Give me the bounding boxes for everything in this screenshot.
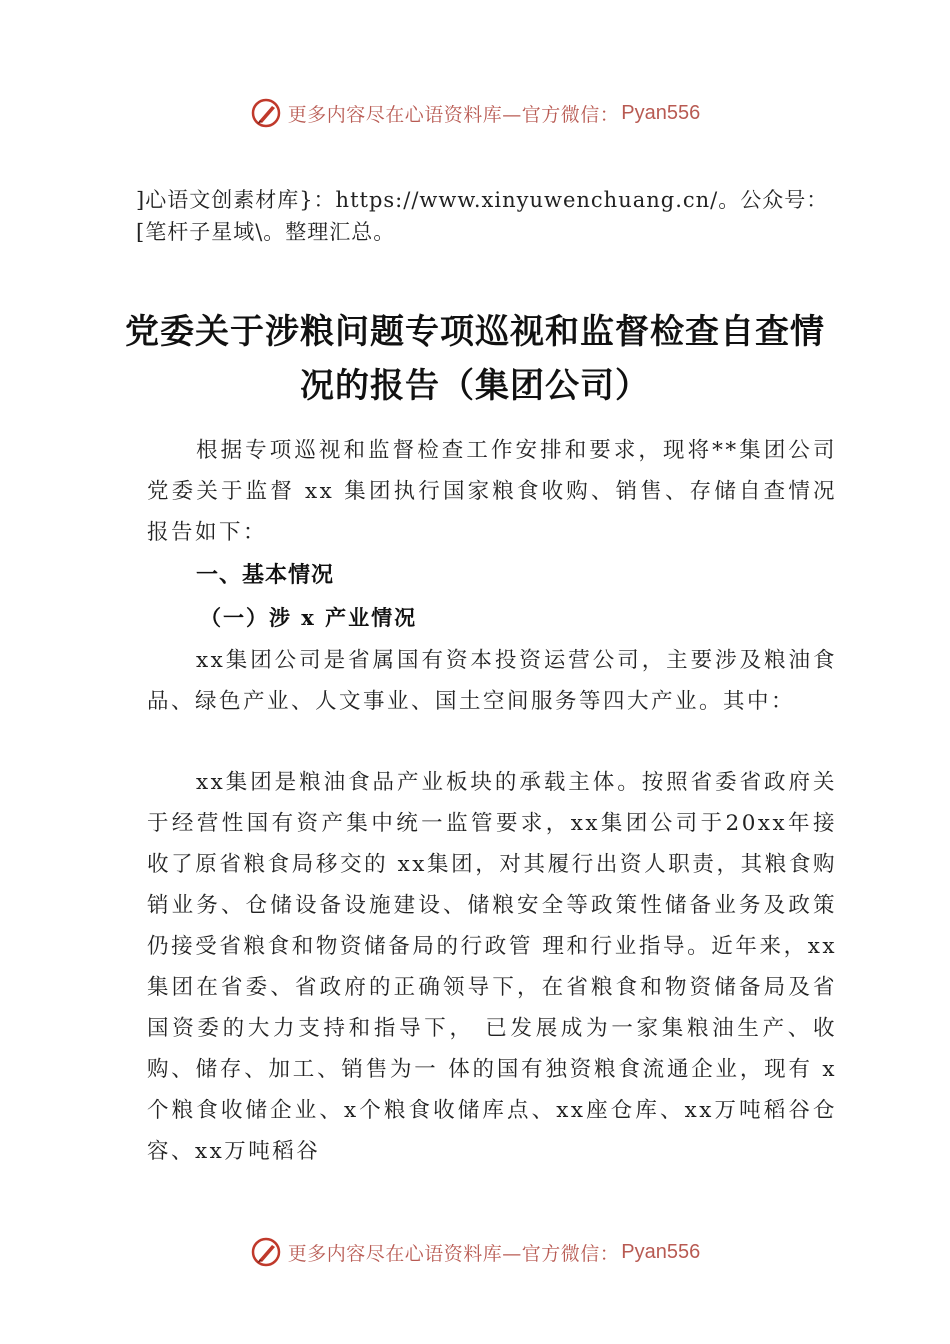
subsection-heading-industry: （一）涉 x 产业情况: [200, 605, 418, 630]
banner-text: 更多内容尽在心语资料库—官方微信：: [287, 1242, 620, 1265]
footer-watermark-banner: [0, 1232, 950, 1272]
quill-pen-logo-icon: [250, 1236, 282, 1268]
section-heading-basic-situation: 一、基本情况: [196, 563, 335, 588]
banner-wechat-id: Pyan556: [621, 1240, 701, 1263]
quill-pen-logo-icon: [250, 97, 282, 129]
intro-paragraph: 根据专项巡视和监督检查工作安排和要求，现将**集团公司党委关于监督 xx 集团执行国家粮食收购、销售、存储自查情况报告如下：: [147, 438, 837, 545]
banner-text: 更多内容尽在心语资料库—官方微信：: [287, 103, 620, 126]
banner-wechat-id: Pyan556: [621, 101, 701, 124]
paragraph-group-overview: xx集团公司是省属国有资本投资运营公司，主要涉及粮油食品、绿色产业、人文事业、国土空间服务等四大产业。其中：: [147, 648, 837, 714]
source-note: ]心语文创素材库}：https://www.xinyuwenchuang.cn/。公众号：[笔杆子星域\。整理汇总。: [136, 188, 829, 244]
header-watermark-banner: [0, 93, 950, 133]
paragraph-grain-group: xx集团是粮油食品产业板块的承载主体。按照省委省政府关于经营性国有资产集中统一监管要求，xx集团公司于20xx年接收了原省粮食局移交的 xx集团，对其履行出资人职责，其粮食购销业务、仓储设备设施建设、储粮安全等政策性储备业务及政策仍接受省粮食和物资储备局的行政管 理和行业指导。近年来，xx集团在省委、省政府的正确领导下，在省粮食和物资储备局及省国资委的大力支持和指导下， 已发展成为一家集粮油生产、收购、储存、加工、销售为一 体的国有独资粮食流通企业，现有 x个粮食收储企业、x个粮食收储库点、xx座仓库、xx万吨稻谷仓容、xx万吨稻谷: [147, 770, 837, 1164]
document-title: 党委关于涉粮问题专项巡视和监督检查自查情况的报告（集团公司）: [125, 312, 825, 406]
